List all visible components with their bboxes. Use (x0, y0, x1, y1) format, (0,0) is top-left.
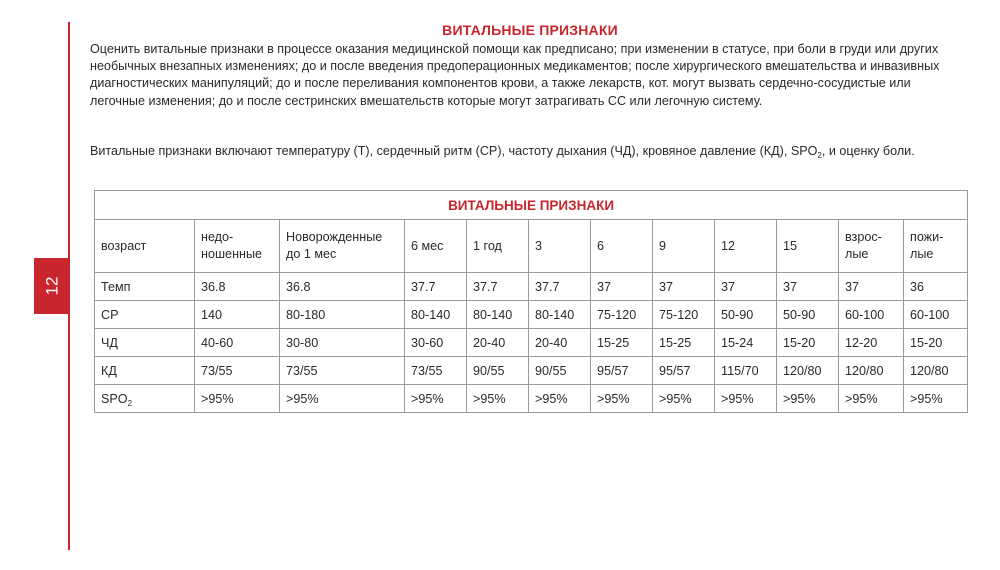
row-label: СР (95, 301, 195, 329)
table-row (95, 301, 968, 329)
table-row (95, 357, 968, 385)
table-cell: 40-60 (195, 329, 280, 357)
header-cell: 3 (529, 220, 591, 273)
table-cell: 80-180 (280, 301, 405, 329)
page-title: ВИТАЛЬНЫЕ ПРИЗНАКИ (442, 22, 618, 38)
table-cell: 36.8 (195, 273, 280, 301)
table-header-row (95, 220, 968, 273)
table-cell: >95% (529, 385, 591, 413)
header-cell: 6 (591, 220, 653, 273)
intro-paragraph: Оценить витальные признаки в процессе оказания медицинской помощи как предписано; при изменении в статусе, при боли в груди или других необычных внезапных изменениях; до и после введения предоперационных медикаментов; после хирургического вмешательства и инвазивных диагностических манипуляций; до и после переливания компонентов крови, а также лекарств, кот. могут вызвать сердечно-сосудистые или легочные изменения; до и после сестринских вмешательств которые могут затрагивать СС или легочную систему. (90, 42, 940, 108)
table-cell: 73/55 (405, 357, 467, 385)
table-cell: 36 (904, 273, 968, 301)
table-cell: 73/55 (195, 357, 280, 385)
table-title: ВИТАЛЬНЫЕ ПРИЗНАКИ (95, 191, 968, 220)
table-cell: 73/55 (280, 357, 405, 385)
header-cell: недо-ношенные (195, 220, 280, 273)
table-cell: 20-40 (467, 329, 529, 357)
table-cell: 30-80 (280, 329, 405, 357)
includes-subscript: 2 (817, 151, 822, 160)
table-cell: 37 (591, 273, 653, 301)
table-row (95, 385, 968, 413)
header-cell: Новорожденные до 1 мес (280, 220, 405, 273)
table-cell: 37 (777, 273, 839, 301)
table-cell: >95% (467, 385, 529, 413)
includes-text-end: , и оценку боли. (821, 144, 915, 158)
page-number: 12 (41, 276, 61, 296)
table-cell: >95% (195, 385, 280, 413)
table-cell: 60-100 (839, 301, 904, 329)
table-cell: 37 (653, 273, 715, 301)
table-row (95, 329, 968, 357)
table-cell: 120/80 (904, 357, 968, 385)
header-cell: 6 мес (405, 220, 467, 273)
table-cell: 15-25 (591, 329, 653, 357)
table-cell: 80-140 (405, 301, 467, 329)
table-cell: 75-120 (591, 301, 653, 329)
table-cell: >95% (839, 385, 904, 413)
table-cell: 115/70 (715, 357, 777, 385)
table-cell: 80-140 (467, 301, 529, 329)
table-cell: 15-20 (904, 329, 968, 357)
table-cell: 140 (195, 301, 280, 329)
table-cell: 90/55 (529, 357, 591, 385)
table-cell: 95/57 (653, 357, 715, 385)
row-label-main: SPO (101, 391, 128, 406)
table-cell: 37 (715, 273, 777, 301)
table-cell: 50-90 (777, 301, 839, 329)
header-cell: возраст (95, 220, 195, 273)
table-cell: >95% (653, 385, 715, 413)
table-cell: 60-100 (904, 301, 968, 329)
table-cell: 36.8 (280, 273, 405, 301)
vital-signs-table (94, 190, 968, 413)
table-cell: 37.7 (467, 273, 529, 301)
table-cell: 37 (839, 273, 904, 301)
header-cell: взрос-лые (839, 220, 904, 273)
row-label: ЧД (95, 329, 195, 357)
table-cell: >95% (777, 385, 839, 413)
table-cell: 37.7 (405, 273, 467, 301)
row-label: КД (95, 357, 195, 385)
table-cell: 75-120 (653, 301, 715, 329)
table-cell: 30-60 (405, 329, 467, 357)
table-cell: 90/55 (467, 357, 529, 385)
table-cell: 12-20 (839, 329, 904, 357)
table-cell: 50-90 (715, 301, 777, 329)
table-cell: >95% (280, 385, 405, 413)
row-label (95, 385, 195, 413)
table-cell: 120/80 (839, 357, 904, 385)
table-cell: 20-40 (529, 329, 591, 357)
table-cell: 15-24 (715, 329, 777, 357)
table-cell: 15-25 (653, 329, 715, 357)
header-cell: 9 (653, 220, 715, 273)
table-cell: 15-20 (777, 329, 839, 357)
header-cell: пожи-лые (904, 220, 968, 273)
row-label: Темп (95, 273, 195, 301)
table-cell: >95% (591, 385, 653, 413)
table-cell: 120/80 (777, 357, 839, 385)
includes-paragraph (90, 143, 960, 160)
table-cell: >95% (405, 385, 467, 413)
table-cell: >95% (904, 385, 968, 413)
header-cell: 1 год (467, 220, 529, 273)
table-cell: 80-140 (529, 301, 591, 329)
table-cell: 37.7 (529, 273, 591, 301)
includes-text: Витальные признаки включают температуру (Т), сердечный ритм (СР), частоту дыхания (ЧД), кровяное давление (КД), SPO (90, 144, 818, 158)
table-cell: >95% (715, 385, 777, 413)
page-number-tab (34, 258, 70, 314)
table-row (95, 273, 968, 301)
row-label-subscript: 2 (127, 398, 133, 408)
header-cell: 12 (715, 220, 777, 273)
table-cell: 95/57 (591, 357, 653, 385)
header-cell: 15 (777, 220, 839, 273)
